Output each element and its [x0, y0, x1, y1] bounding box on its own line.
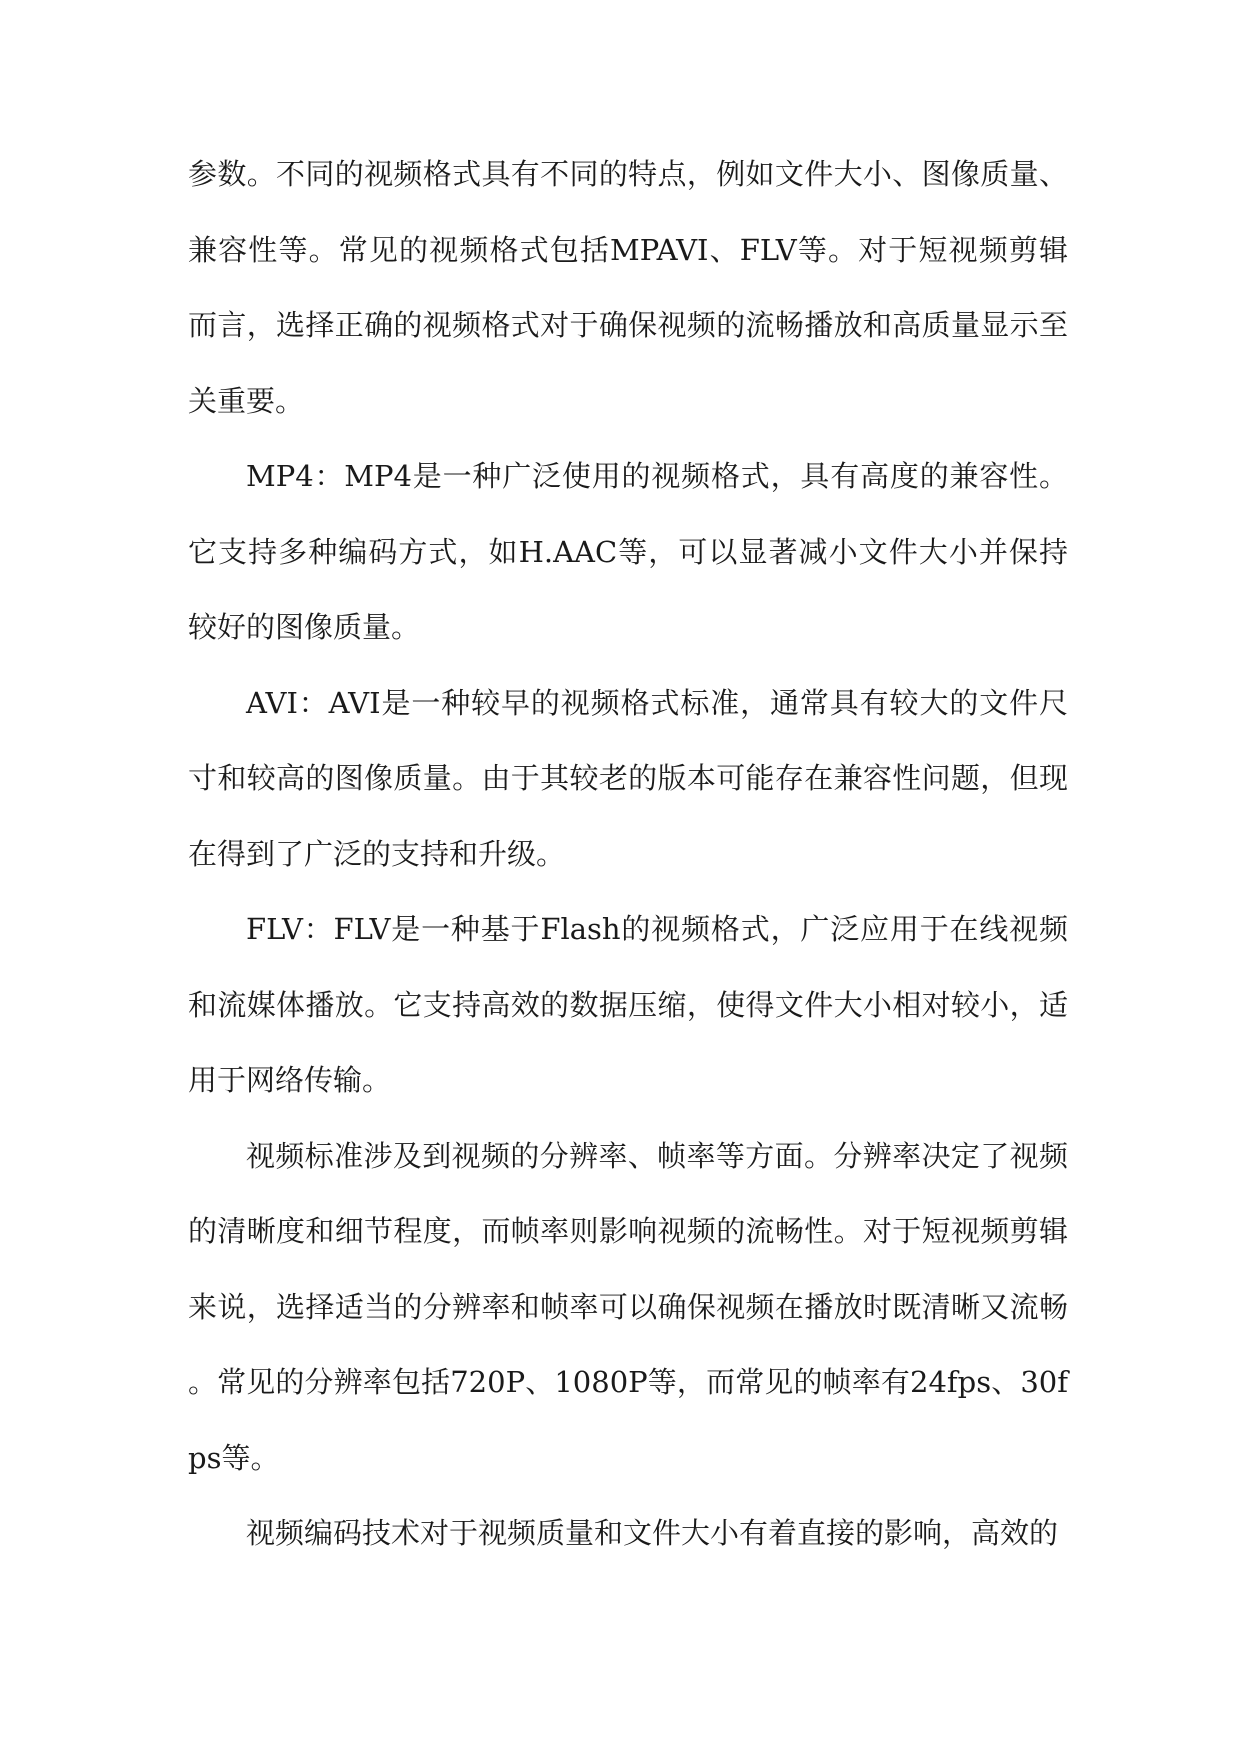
paragraph-format-intro: 参数。不同的视频格式具有不同的特点，例如文件大小、图像质量、兼容性等。常见的视频格式包括MPAVI、FLV等。对于短视频剪辑而言，选择正确的视频格式对于确保视频的流畅播放和高质量显示至关重要。 [188, 157, 1068, 418]
document-body [188, 137, 1068, 1572]
paragraph-video-encoding: 视频编码技术对于视频质量和文件大小有着直接的影响，高效的 [246, 1516, 1059, 1550]
paragraph-avi: AVI：AVI是一种较早的视频格式标准，通常具有较大的文件尺寸和较高的图像质量。由于其较老的版本可能存在兼容性问题，但现在得到了广泛的支持和升级。 [188, 685, 1068, 871]
paragraph-video-standards: 视频标准涉及到视频的分辨率、帧率等方面。分辨率决定了视频的清晰度和细节程度，而帧率则影响视频的流畅性。对于短视频剪辑来说，选择适当的分辨率和帧率可以确保视频在播放时既清晰又流畅。常见的分辨率包括720P、1080P等，而常见的帧率有24fps、30fps等。 [188, 1138, 1068, 1475]
paragraph-mp4: MP4：MP4是一种广泛使用的视频格式，具有高度的兼容性。它支持多种编码方式，如H.AAC等，可以显著减小文件大小并保持较好的图像质量。 [188, 459, 1068, 644]
paragraph-flv: FLV：FLV是一种基于Flash的视频格式，广泛应用于在线视频和流媒体播放。它支持高效的数据压缩，使得文件大小相对较小，适用于网络传输。 [188, 912, 1068, 1097]
